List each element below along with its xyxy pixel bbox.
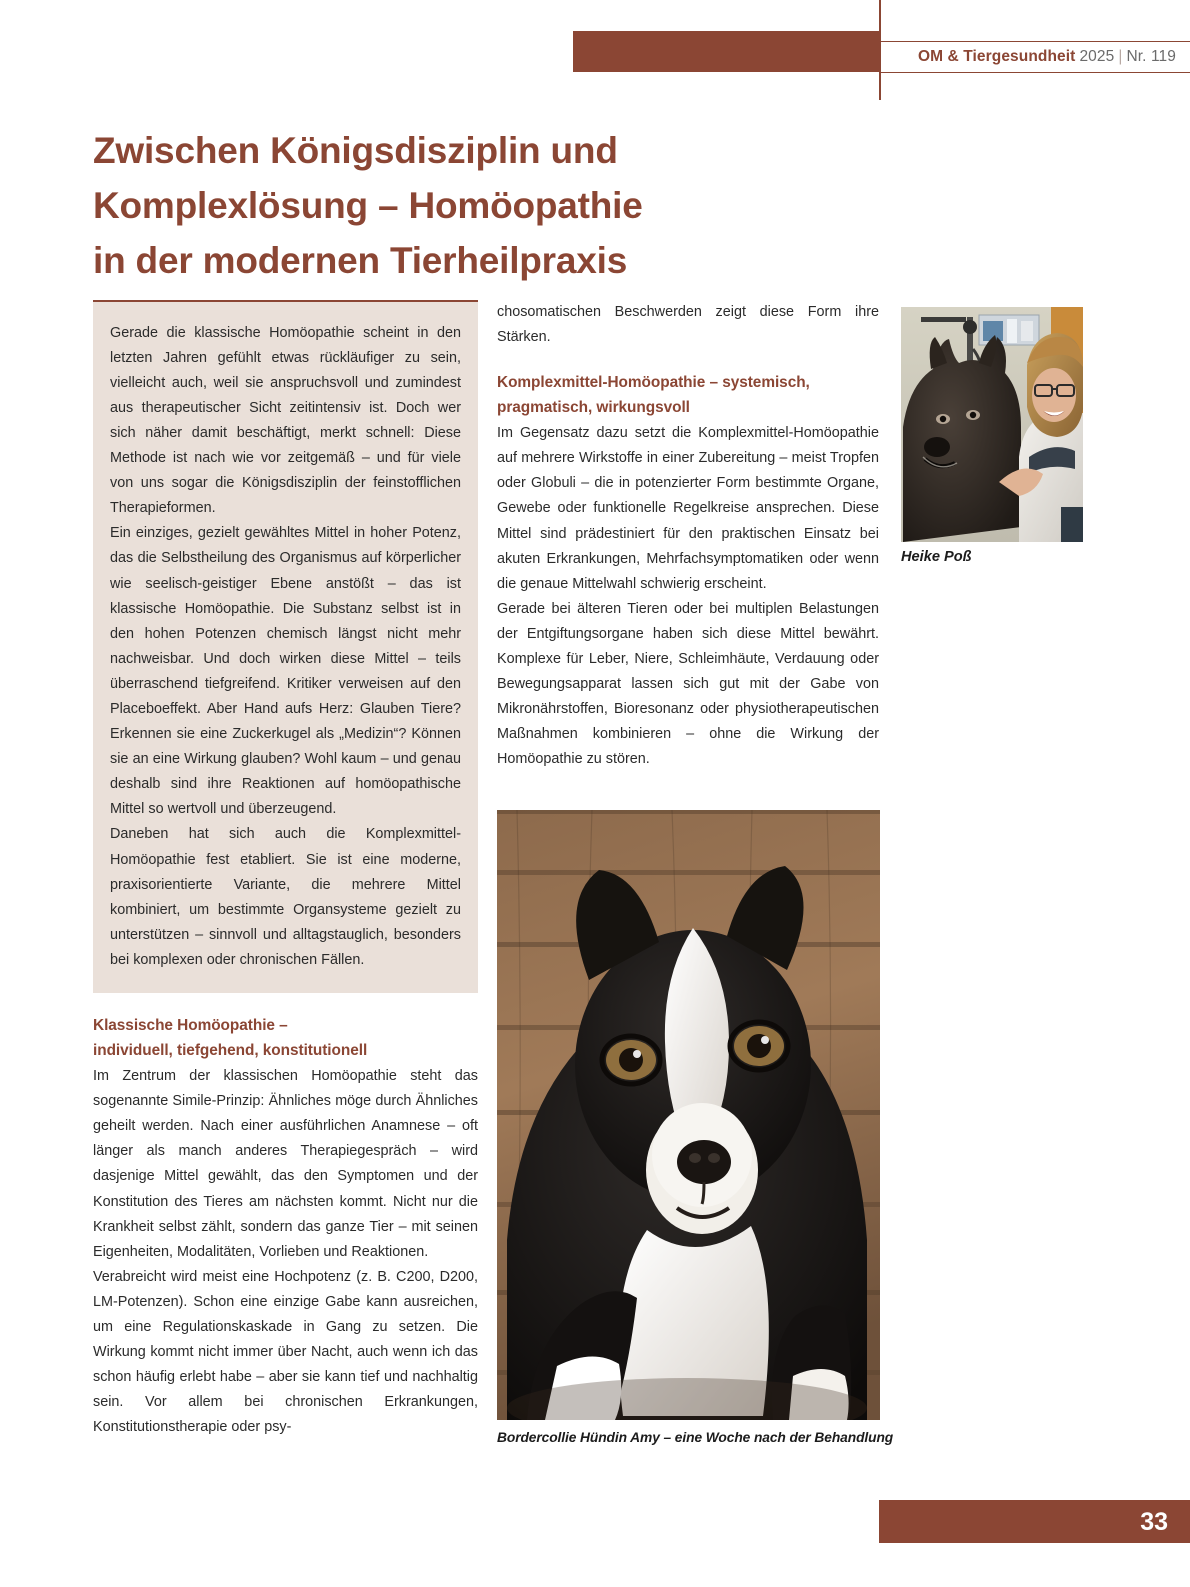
middle-paragraph-continued: chosomatischen Beschwerden zeigt diese Form ihre Stärken. [497,304,879,346]
left-heading-line-2: individuell, tiefgehend, konstitutionell [93,1041,368,1059]
left-column-heading [93,1014,478,1063]
article-title-line-3: in der modernen Tierheilpraxis [93,239,628,281]
dog-photo-caption: Bordercollie Hündin Amy – eine Woche nach der Behandlung [497,1430,894,1445]
middle-paragraph-1: Im Gegensatz dazu setzt die Komplexmittel-Homöopathie auf mehrere Wirkstoffe in einer Zubereitung – meist Tropfen oder Globuli – die in potenzierter Form bestimmte Organe, Gewebe oder funktionelle Regelkreise ansprechen. Diese Mittel sind prädestiniert für den praktischen Einsatz bei akuten Erkrankungen, Mehrfachsymptomatiken oder wenn die genaue Mittelwahl schwierig erscheint. [497,425,879,592]
author-photo-caption: Heike Poß [901,549,972,565]
dog-photo-image [497,810,880,1420]
page-number: 33 [1140,1508,1168,1536]
article-title-line-2: Komplexlösung – Homöopathie [93,184,643,226]
middle-column-heading [497,371,879,420]
middle-paragraph-2: Gerade bei älteren Tieren oder bei multiplen Belastungen der Entgiftungsorgane haben sich diese Mittel bewährt. Komplexe für Leber, Niere, Schleimhäute, Verdauung oder Bewegungsapparat lassen sich gut mit der Gabe von Mikronährstoffen, Bioresonanz oder physiotherapeutischen Maßnahmen kombinieren – ohne die Wirkung der Homöopathie zu stören. [497,600,879,768]
article-title [93,123,833,288]
header-vertical-rule [879,0,881,100]
left-column [93,300,478,1440]
header-rule-bottom [879,72,1190,73]
publication-year: 2025 [1079,48,1115,65]
intro-paragraph-1: Gerade die klassische Homöopathie scheint in den letzten Jahren gefühlt etwas rückläufiger zu sein, vielleicht auch, weil sie anspruchsvoll und zumindest aus therapeutischer Sicht zeitintensiv ist. Doch wer sich näher damit beschäftigt, merkt schnell: Diese Methode ist nach wie vor zeitgemäß – und für viele von uns sogar die Königsdisziplin der feinstofflichen Therapieformen. [110,324,461,517]
intro-box [93,302,478,993]
middle-column [497,300,879,773]
header-brown-bar [573,31,880,72]
publication-title: OM & Tiergesundheit [917,48,1076,65]
intro-paragraph-3: Daneben hat sich auch die Komplexmittel-Homöopathie fest etabliert. Sie ist eine moderne, praxisorientierte Variante, die mehrere Mittel kombiniert, um bestimmte Organsysteme gezielt zu unterstützen – sinnvoll und alltagstauglich, besonders bei komplexen oder chronischen Fällen. [110,826,461,968]
intro-paragraph-2: Ein einziges, gezielt gewähltes Mittel in hoher Potenz, das die Selbstheilung des Organismus auf körperlicher wie seelisch-geistiger Ebene anstößt – das ist klassische Homöopathie. Die Substanz selbst ist in den hohen Potenzen chemisch längst nicht mehr nachweisbar. Und doch wirken diese Mittel – teils überraschend tiefgreifend. Kritiker verweisen auf den Placeboeffekt. Aber Hand aufs Herz: Glauben Tiere? Erkennen sie eine Zuckerkugel als „Medizin“? Können sie an eine Wirkung glauben? Wohl kaum – und genau deshalb sind ihre Reaktionen auf homöopathische Mittel so wertvoll und überzeugend. [110,525,461,818]
header-separator: | [1118,48,1123,65]
middle-heading-line-1: Komplexmittel-Homöopathie – systemisch, [497,374,810,392]
spacer-middle [497,350,879,371]
author-photo [901,307,1083,542]
dog-photo [497,810,880,1420]
issue-number: Nr. 119 [1126,48,1176,65]
left-paragraph-2: Verabreicht wird meist eine Hochpotenz (z. B. C200, D200, LM-Potenzen). Schon eine einzige Gabe kann ausreichen, um eine Regulationskaskade in Gang zu setzen. Die Wirkung kommt nicht immer über Nacht, auch wenn ich das schon häufig erlebt habe – aber sie kann tief und nachhaltig sein. Vor allem bei chronischen Erkrankungen, Konstitutionstherapie oder psy- [93,1268,478,1436]
author-photo-image [901,307,1083,542]
spacer [93,993,478,1014]
middle-heading-line-2: pragmatisch, wirkungsvoll [497,398,690,416]
article-title-line-1: Zwischen Königsdisziplin und [93,129,618,171]
running-head [918,45,1176,69]
header-rule-top [879,41,1190,42]
left-paragraph-1: Im Zentrum der klassischen Homöopathie steht das sogenannte Simile-Prinzip: Ähnliches möge durch Ähnliches geheilt werden. Nach einer ausführlichen Anamnese – oft länger als manch anderes Therapiegespräch – wird dasjenige Mittel gewählt, das den Symptomen und der Konstitution des Tieres am nächsten kommt. Nicht nur die Krankheit selbst zählt, sondern das ganze Tier – mit seinen Eigenheiten, Modalitäten, Vorlieben und Reaktionen. [93,1068,478,1260]
left-heading-line-1: Klassische Homöopathie – [93,1017,288,1035]
